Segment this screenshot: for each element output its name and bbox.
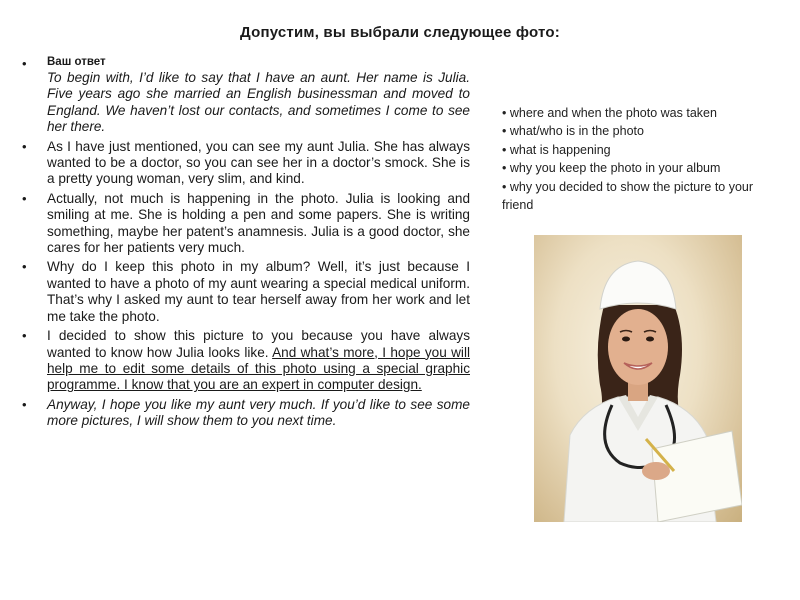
hint-item: • what is happening — [502, 142, 611, 157]
hints-list — [502, 104, 782, 214]
bullet-icon: • — [22, 328, 27, 344]
answer-paragraph-2: As I have just mentioned, you can see my aunt Julia. She has always wanted to be a doctor, so you can see her in a doctor’s smock. She is a pretty young woman, very slim, and kind. — [47, 138, 470, 187]
list-item — [22, 328, 470, 394]
list-item — [22, 139, 470, 188]
answer-paragraph-5: I decided to show this picture to you because you have always wanted to know how Julia looks like. — [47, 328, 470, 360]
bullet-icon: • — [22, 396, 27, 412]
answer-label: Ваш ответ — [47, 56, 106, 68]
bullet-icon: • — [22, 190, 27, 206]
hint-item: • why you decided to show the picture to your friend — [502, 179, 754, 213]
bullet-icon: • — [22, 138, 27, 154]
answer-paragraph-6: Anyway, I hope you like my aunt very much. If you’d like to see some more pictures, I will show them to you next time. — [47, 396, 470, 429]
nurse-photo — [534, 235, 742, 522]
hint-item: • where and when the photo was taken — [502, 106, 717, 120]
bullet-icon: • — [22, 56, 27, 71]
slide-title: Допустим, вы выбрали следующее фото: — [240, 24, 560, 41]
hint-item: • why you keep the photo in your album — [502, 161, 721, 176]
answer-list — [22, 56, 470, 433]
bullet-icon: • — [22, 259, 27, 275]
list-item — [22, 397, 470, 430]
list-item — [22, 191, 470, 257]
nurse-illustration — [534, 235, 742, 522]
answer-paragraph-3: Actually, not much is happening in the photo. Julia is looking and smiling at me. She is holding a pen and some papers. She is writing something, maybe her patent’s anamnesis. Julia is a good doctor, she cares for her patients very much. — [47, 190, 470, 256]
list-item — [22, 56, 470, 136]
answer-paragraph-1: To begin with, I’d like to say that I have an aunt. Her name is Julia. Five years ago she married an English businessman and moved to England. We haven’t lost our contacts, and sometimes I come to see her there. — [47, 70, 470, 135]
hint-item: • what/who is in the photo — [502, 124, 644, 139]
list-item — [22, 259, 470, 325]
answer-paragraph-4: Why do I keep this photo in my album? Well, it’s just because I wanted to have a photo of my aunt wearing a special medical uniform. That’s why I asked my aunt to tear herself away from her work and let me take the photo. — [47, 259, 470, 324]
answer-paragraph-5-underlined: And what’s more, I hope you will help me to edit some details of this photo using a special graphic programme. I know that you are an expert in computer design. — [47, 344, 470, 393]
